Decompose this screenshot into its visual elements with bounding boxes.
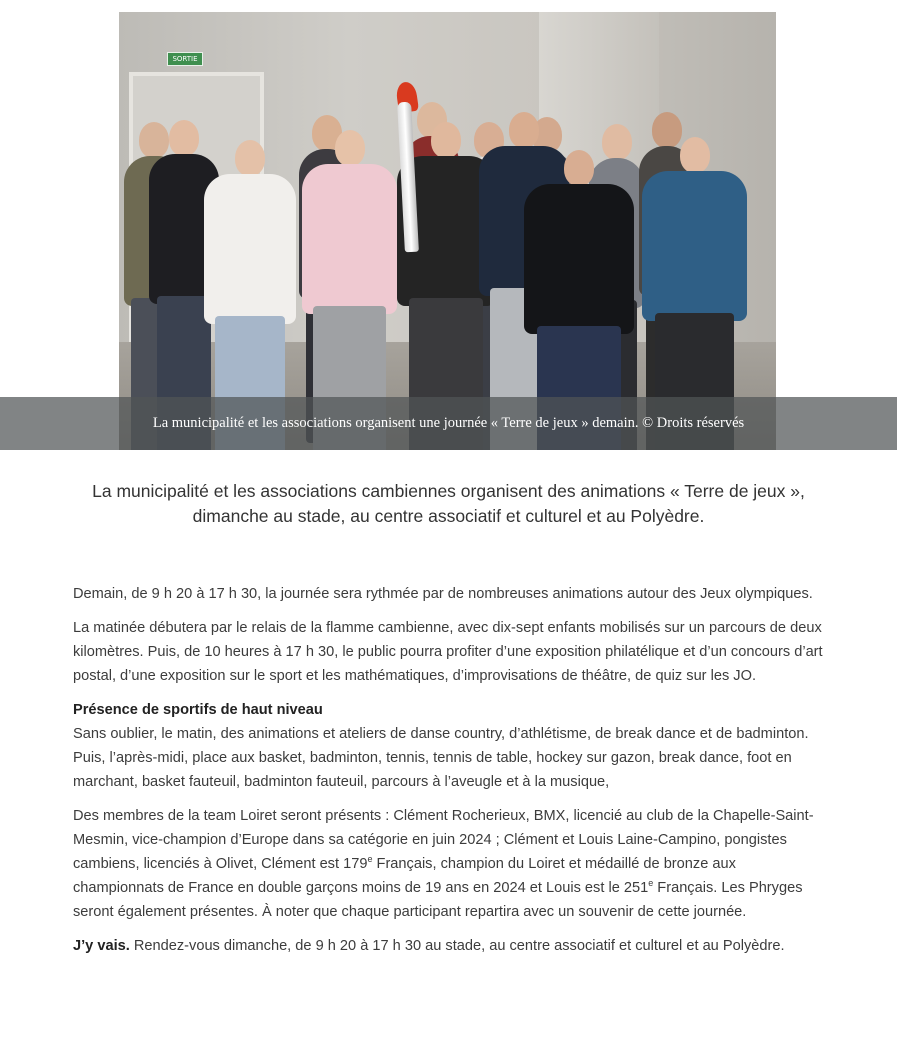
ordinal-superscript: e	[648, 878, 654, 888]
photo-band	[0, 0, 897, 450]
paragraph-4-part-a: Des membres de la team Loiret seront présents : Clément Rocherieux, BMX, licencié au club de la Chapelle-Saint-Mesmin, vice-champion d’Europe dans sa catégorie en juin 2024 ; Clément et Louis Laine-Campino, pongistes cambiens, licenciés à Olivet, Clément est 179	[73, 808, 814, 872]
group-photo	[119, 12, 776, 450]
paragraph-1: Demain, de 9 h 20 à 17 h 30, la journée sera rythmée par de nombreuses animations autour des Jeux olympiques.	[73, 586, 813, 602]
jy-vais-label: J’y vais.	[73, 938, 130, 954]
paragraph-5	[73, 934, 829, 958]
ordinal-superscript: e	[367, 854, 373, 864]
article-body	[73, 582, 829, 968]
exit-sign	[167, 52, 203, 66]
paragraph-4-part-c: Français. Les Phryges seront également présentes. À noter que chaque participant repartira avec un souvenir de cette journée.	[73, 880, 803, 920]
paragraph-2: La matinée débutera par le relais de la flamme cambienne, avec dix-sept enfants mobilisés sur un parcours de deux kilomètres. Puis, de 10 heures à 17 h 30, le public pourra profiter d’une exposition philatélique et d’un concours d’art postal, d’une exposition sur le sport et les mathématiques, d’improvisations de théâtre, de quiz sur les JO.	[73, 620, 823, 684]
paragraph-3	[73, 698, 829, 794]
exit-sign-text: SORTIE	[172, 55, 198, 63]
photo-caption-bar	[0, 397, 897, 450]
paragraph-5-text: Rendez-vous dimanche, de 9 h 20 à 17 h 30 au stade, au centre associatif et culturel et au Polyèdre.	[129, 938, 785, 954]
paragraph-3-text: Sans oublier, le matin, des animations et ateliers de danse country, d’athlétisme, de break dance et de badminton. Puis, l’après-midi, place aux basket, badminton, tennis, tennis de table, hockey sur gazon, break dance, foot en marchant, basket fauteuil, badminton fauteuil, parcours à l’aveugle et à la musique,	[73, 726, 809, 790]
photo-caption: La municipalité et les associations organisent une journée « Terre de jeux » demain. © Droits réservés	[152, 415, 745, 431]
subheading-sportifs: Présence de sportifs de haut niveau	[73, 702, 323, 718]
article-lead: La municipalité et les associations cambiennes organisent des animations « Terre de jeux », dimanche au stade, au centre associatif et culturel et au Polyèdre.	[92, 481, 805, 526]
paragraph-4	[73, 804, 829, 924]
paragraph-4-part-b: Français, champion du Loiret et médaillé de bronze aux championnats de France en double garçons moins de 19 ans en 2024 et Louis est le 251	[73, 856, 736, 896]
